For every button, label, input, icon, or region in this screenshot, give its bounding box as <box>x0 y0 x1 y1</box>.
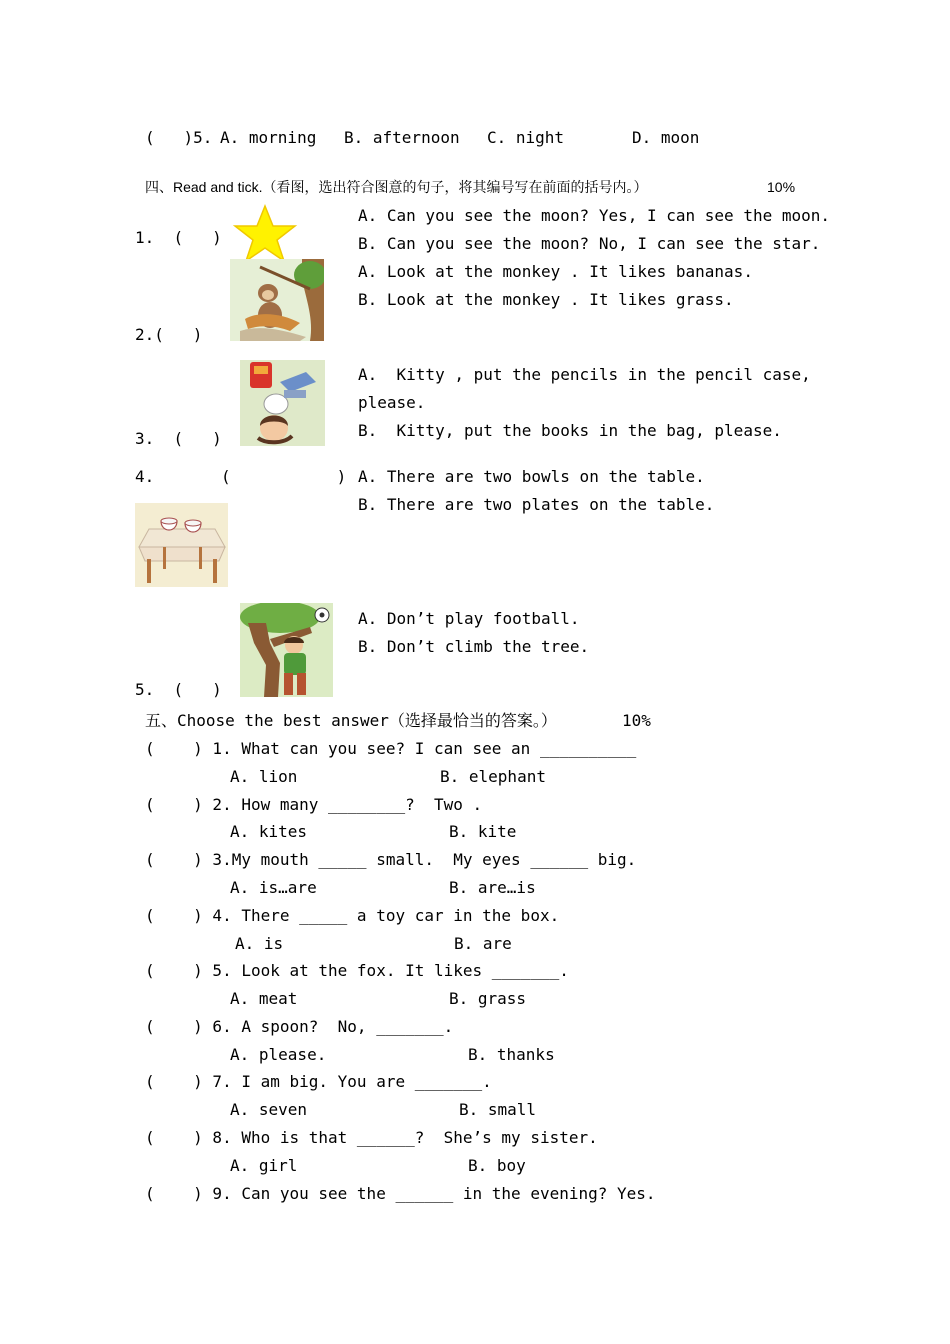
s5-q2-option-a: A. kites <box>230 822 308 841</box>
s5-q3-option-b: B. are…is <box>449 878 536 897</box>
s5-q5-option-a: A. meat <box>230 989 298 1008</box>
item5-option-b: B. Don’t climb the tree. <box>358 637 590 656</box>
item4-bracket: ( ) <box>221 467 347 486</box>
item1-label: 1. ( ) <box>135 228 222 247</box>
item3-option-b: B. Kitty, put the books in the bag, please. <box>358 421 782 440</box>
s5-q4: ( ) 4. There _____ a toy car in the box. <box>145 906 560 925</box>
s5-q1: ( ) 1. What can you see? I can see an __________ <box>145 739 637 758</box>
item3-label: 3. ( ) <box>135 429 222 448</box>
s5-q3: ( ) 3.My mouth _____ small. My eyes ______ big. <box>145 850 637 869</box>
section4-title: 四、Read and tick.（看图，选出符合图意的句子，将其编号写在前面的括号内。） <box>145 179 648 195</box>
q5-option-b: B. afternoon <box>344 128 460 147</box>
item5-label: 5. ( ) <box>135 680 222 699</box>
item4-label: 4. <box>135 467 155 486</box>
s5-q2: ( ) 2. How many ________? Two . <box>145 795 483 814</box>
s5-q7: ( ) 7. I am big. You are _______. <box>145 1072 492 1091</box>
s5-q3-option-a: A. is…are <box>230 878 317 897</box>
q5-option-d: D. moon <box>632 128 700 147</box>
item3-option-a-line2: please. <box>358 393 426 412</box>
s5-q6-option-b: B. thanks <box>468 1045 555 1064</box>
table-bowls-picture <box>135 503 228 587</box>
monkey-picture <box>230 259 324 341</box>
section5-score: 10% <box>622 711 651 730</box>
s5-q1-option-b: B. elephant <box>440 767 546 786</box>
s5-q4-option-a: A. is <box>235 934 284 953</box>
girl-bag-picture <box>240 360 325 446</box>
q5-bracket: ( )5. <box>145 128 213 147</box>
item3-option-a-line1: A. Kitty , put the pencils in the pencil case, <box>358 365 811 384</box>
section5-title: 五、Choose the best answer（选择最恰当的答案。） <box>145 711 557 730</box>
s5-q5-option-b: B. grass <box>449 989 527 1008</box>
q5-option-a: A. morning <box>220 128 317 147</box>
star-picture <box>232 203 298 265</box>
s5-q8: ( ) 8. Who is that ______? She’s my sister. <box>145 1128 598 1147</box>
item2-label: 2.( ) <box>135 325 203 344</box>
section4-score: 10% <box>767 179 796 195</box>
s5-q7-option-b: B. small <box>459 1100 537 1119</box>
item4-option-b: B. There are two plates on the table. <box>358 495 715 514</box>
s5-q7-option-a: A. seven <box>230 1100 308 1119</box>
item1-option-b: B. Can you see the moon? No, I can see the star. <box>358 234 821 253</box>
s5-q2-option-b: B. kite <box>449 822 517 841</box>
climb-tree-picture <box>240 603 333 697</box>
s5-q9: ( ) 9. Can you see the ______ in the evening? Yes. <box>145 1184 656 1203</box>
item4-option-a: A. There are two bowls on the table. <box>358 467 705 486</box>
s5-q4-option-b: B. are <box>454 934 512 953</box>
s5-q6: ( ) 6. A spoon? No, _______. <box>145 1017 454 1036</box>
s5-q8-option-b: B. boy <box>468 1156 526 1175</box>
q5-option-c: C. night <box>487 128 565 147</box>
s5-q1-option-a: A. lion <box>230 767 298 786</box>
item5-option-a: A. Don’t play football. <box>358 609 580 628</box>
s5-q8-option-a: A. girl <box>230 1156 298 1175</box>
s5-q5: ( ) 5. Look at the fox. It likes _______. <box>145 961 569 980</box>
item1-option-a: A. Can you see the moon? Yes, I can see the moon. <box>358 206 831 225</box>
item2-option-b: B. Look at the monkey . It likes grass. <box>358 290 734 309</box>
s5-q6-option-a: A. please. <box>230 1045 327 1064</box>
item2-option-a: A. Look at the monkey . It likes bananas. <box>358 262 753 281</box>
